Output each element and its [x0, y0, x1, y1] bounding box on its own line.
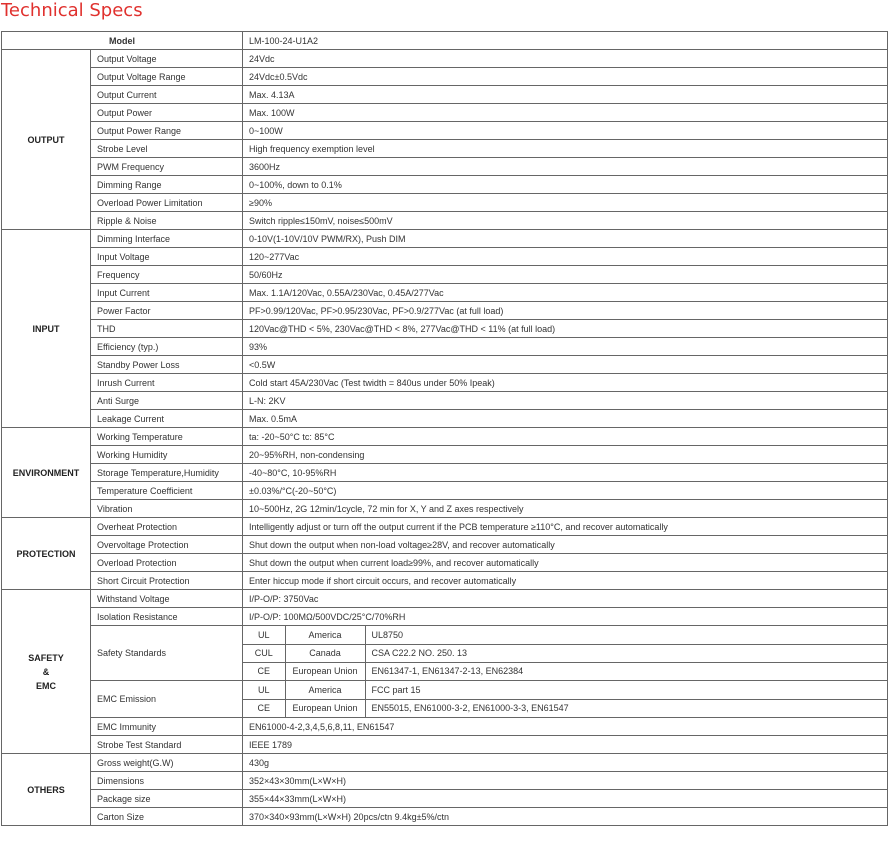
spec-value: IEEE 1789 [243, 736, 888, 754]
spec-row [2, 374, 888, 392]
spec-value: EN61000-4-2,3,4,5,6,8,11, EN61547 [243, 718, 888, 736]
spec-row [2, 572, 888, 590]
spec-label: Gross weight(G.W) [91, 754, 243, 772]
spec-value: 430g [243, 754, 888, 772]
spec-row [2, 68, 888, 86]
spec-value: Max. 4.13A [243, 86, 888, 104]
spec-row [2, 754, 888, 772]
spec-row [2, 356, 888, 374]
spec-label: Overload Protection [91, 554, 243, 572]
spec-value: 370×340×93mm(L×W×H) 20pcs/ctn 9.4kg±5%/ctn [243, 808, 888, 826]
spec-value: I/P-O/P: 3750Vac [243, 590, 888, 608]
spec-value-nested [243, 681, 888, 718]
spec-row [2, 266, 888, 284]
spec-label: Strobe Test Standard [91, 736, 243, 754]
category-safety-emc-line: SAFETY [28, 652, 64, 663]
spec-label: Working Humidity [91, 446, 243, 464]
spec-row [2, 122, 888, 140]
spec-label: Efficiency (typ.) [91, 338, 243, 356]
spec-value: Enter hiccup mode if short circuit occurs, and recover automatically [243, 572, 888, 590]
spec-row [2, 140, 888, 158]
spec-label: Working Temperature [91, 428, 243, 446]
spec-value: Cold start 45A/230Vac (Test twidth = 840us under 50% Ipeak) [243, 374, 888, 392]
spec-value: 24Vdc±0.5Vdc [243, 68, 888, 86]
spec-value: PF>0.99/120Vac, PF>0.95/230Vac, PF>0.9/277Vac (at full load) [243, 302, 888, 320]
standards-row [243, 644, 887, 662]
cert-standard: CSA C22.2 NO. 250. 13 [365, 644, 887, 662]
spec-label: Leakage Current [91, 410, 243, 428]
spec-label: Safety Standards [91, 626, 243, 681]
spec-row [2, 518, 888, 536]
spec-table [1, 31, 888, 826]
spec-value: Switch ripple≤150mV, noise≤500mV [243, 212, 888, 230]
category-safety-emc-line: & [42, 666, 50, 677]
spec-label: Output Power Range [91, 122, 243, 140]
spec-row [2, 608, 888, 626]
spec-label: Dimming Interface [91, 230, 243, 248]
spec-label: Short Circuit Protection [91, 572, 243, 590]
spec-value: 120~277Vac [243, 248, 888, 266]
spec-value: 50/60Hz [243, 266, 888, 284]
spec-row [2, 500, 888, 518]
standards-row [243, 626, 887, 644]
spec-row [2, 681, 888, 718]
spec-label: Withstand Voltage [91, 590, 243, 608]
spec-label: Carton Size [91, 808, 243, 826]
spec-value: <0.5W [243, 356, 888, 374]
model-label: Model [2, 32, 243, 50]
spec-value: Intelligently adjust or turn off the output current if the PCB temperature ≥110°C, and recover automatically [243, 518, 888, 536]
spec-label: EMC Emission [91, 681, 243, 718]
spec-row [2, 302, 888, 320]
spec-label: Standby Power Loss [91, 356, 243, 374]
standards-subtable [243, 626, 887, 680]
spec-row [2, 464, 888, 482]
spec-row [2, 446, 888, 464]
spec-row [2, 410, 888, 428]
spec-value: 93% [243, 338, 888, 356]
model-value: LM-100-24-U1A2 [243, 32, 888, 50]
spec-row [2, 230, 888, 248]
spec-row [2, 590, 888, 608]
spec-label: EMC Immunity [91, 718, 243, 736]
spec-row [2, 736, 888, 754]
spec-value: L-N: 2KV [243, 392, 888, 410]
spec-row [2, 392, 888, 410]
cert-region: America [285, 681, 365, 699]
spec-value: ta: -20~50°C tc: 85°C [243, 428, 888, 446]
spec-label: Dimming Range [91, 176, 243, 194]
cert-region: Canada [285, 644, 365, 662]
spec-label: Output Current [91, 86, 243, 104]
category-input: INPUT [2, 230, 91, 428]
spec-value: 3600Hz [243, 158, 888, 176]
spec-value: Max. 100W [243, 104, 888, 122]
spec-value: -40~80°C, 10-95%RH [243, 464, 888, 482]
standards-subtable [243, 681, 887, 717]
cert-standard: UL8750 [365, 626, 887, 644]
spec-label: Temperature Coefficient [91, 482, 243, 500]
spec-row [2, 248, 888, 266]
spec-row [2, 772, 888, 790]
spec-label: PWM Frequency [91, 158, 243, 176]
spec-row [2, 718, 888, 736]
cert-region: America [285, 626, 365, 644]
spec-label: Output Power [91, 104, 243, 122]
spec-row [2, 626, 888, 681]
spec-value: High frequency exemption level [243, 140, 888, 158]
spec-value-nested [243, 626, 888, 681]
spec-row [2, 428, 888, 446]
spec-label: Anti Surge [91, 392, 243, 410]
spec-row [2, 554, 888, 572]
spec-value: 0~100%, down to 0.1% [243, 176, 888, 194]
spec-row [2, 790, 888, 808]
spec-row [2, 176, 888, 194]
cert-standard: EN55015, EN61000-3-2, EN61000-3-3, EN61547 [371, 703, 569, 714]
category-output: OUTPUT [2, 50, 91, 230]
spec-row [2, 212, 888, 230]
spec-value: 10~500Hz, 2G 12min/1cycle, 72 min for X, Y and Z axes respectively [243, 500, 888, 518]
cert-mark: CUL [243, 644, 285, 662]
category-safety-emc-line: EMC [36, 680, 56, 691]
cert-region: European Union [285, 662, 365, 680]
spec-label: Power Factor [91, 302, 243, 320]
category-protection: PROTECTION [2, 518, 91, 590]
spec-label: Output Voltage Range [91, 68, 243, 86]
standards-row [243, 681, 887, 699]
spec-row [2, 320, 888, 338]
spec-label: Ripple & Noise [91, 212, 243, 230]
spec-value: ±0.03%/°C(-20~50°C) [243, 482, 888, 500]
spec-value: 24Vdc [243, 50, 888, 68]
standards-row [243, 662, 887, 680]
spec-value: 355×44×33mm(L×W×H) [243, 790, 888, 808]
spec-label: Frequency [91, 266, 243, 284]
spec-label: Isolation Resistance [91, 608, 243, 626]
spec-label: Input Voltage [91, 248, 243, 266]
cert-standard: FCC part 15 [365, 681, 887, 699]
spec-value: I/P-O/P: 100MΩ/500VDC/25°C/70%RH [243, 608, 888, 626]
spec-value: Max. 1.1A/120Vac, 0.55A/230Vac, 0.45A/277Vac [243, 284, 888, 302]
model-row [2, 32, 888, 50]
spec-label: Overheat Protection [91, 518, 243, 536]
cert-mark: UL [243, 626, 285, 644]
spec-row [2, 808, 888, 826]
spec-label: Strobe Level [91, 140, 243, 158]
spec-label: Overload Power Limitation [91, 194, 243, 212]
spec-row [2, 284, 888, 302]
spec-label: Vibration [91, 500, 243, 518]
spec-row [2, 536, 888, 554]
standards-row [243, 699, 887, 717]
spec-value: Max. 0.5mA [243, 410, 888, 428]
spec-row [2, 194, 888, 212]
spec-row [2, 104, 888, 122]
spec-value: Shut down the output when non-load voltage≥28V, and recover automatically [243, 536, 888, 554]
spec-value: 0-10V(1-10V/10V PWM/RX), Push DIM [243, 230, 888, 248]
spec-label: Input Current [91, 284, 243, 302]
spec-row [2, 338, 888, 356]
cert-mark: UL [243, 681, 285, 699]
spec-label: Overvoltage Protection [91, 536, 243, 554]
spec-row [2, 50, 888, 68]
spec-row [2, 482, 888, 500]
cert-mark: CE [243, 662, 285, 680]
cert-mark: CE [243, 699, 285, 717]
spec-row [2, 86, 888, 104]
cert-region: European Union [285, 699, 365, 717]
page-title: Technical Specs [1, 0, 143, 21]
spec-value: 0~100W [243, 122, 888, 140]
spec-row [2, 158, 888, 176]
category-safety-emc [2, 590, 91, 754]
spec-value: 120Vac@THD < 5%, 230Vac@THD < 8%, 277Vac@THD < 11% (at full load) [243, 320, 888, 338]
spec-label: Storage Temperature,Humidity [91, 464, 243, 482]
spec-label: Output Voltage [91, 50, 243, 68]
category-others: OTHERS [2, 754, 91, 826]
spec-label: Package size [91, 790, 243, 808]
spec-value: Shut down the output when current load≥99%, and recover automatically [243, 554, 888, 572]
cert-standard: EN61347-1, EN61347-2-13, EN62384 [371, 666, 524, 677]
spec-value: 352×43×30mm(L×W×H) [243, 772, 888, 790]
spec-label: THD [91, 320, 243, 338]
spec-value: 20~95%RH, non-condensing [243, 446, 888, 464]
spec-label: Inrush Current [91, 374, 243, 392]
spec-label: Dimensions [91, 772, 243, 790]
spec-value: ≥90% [243, 194, 888, 212]
category-environment: ENVIRONMENT [2, 428, 91, 518]
